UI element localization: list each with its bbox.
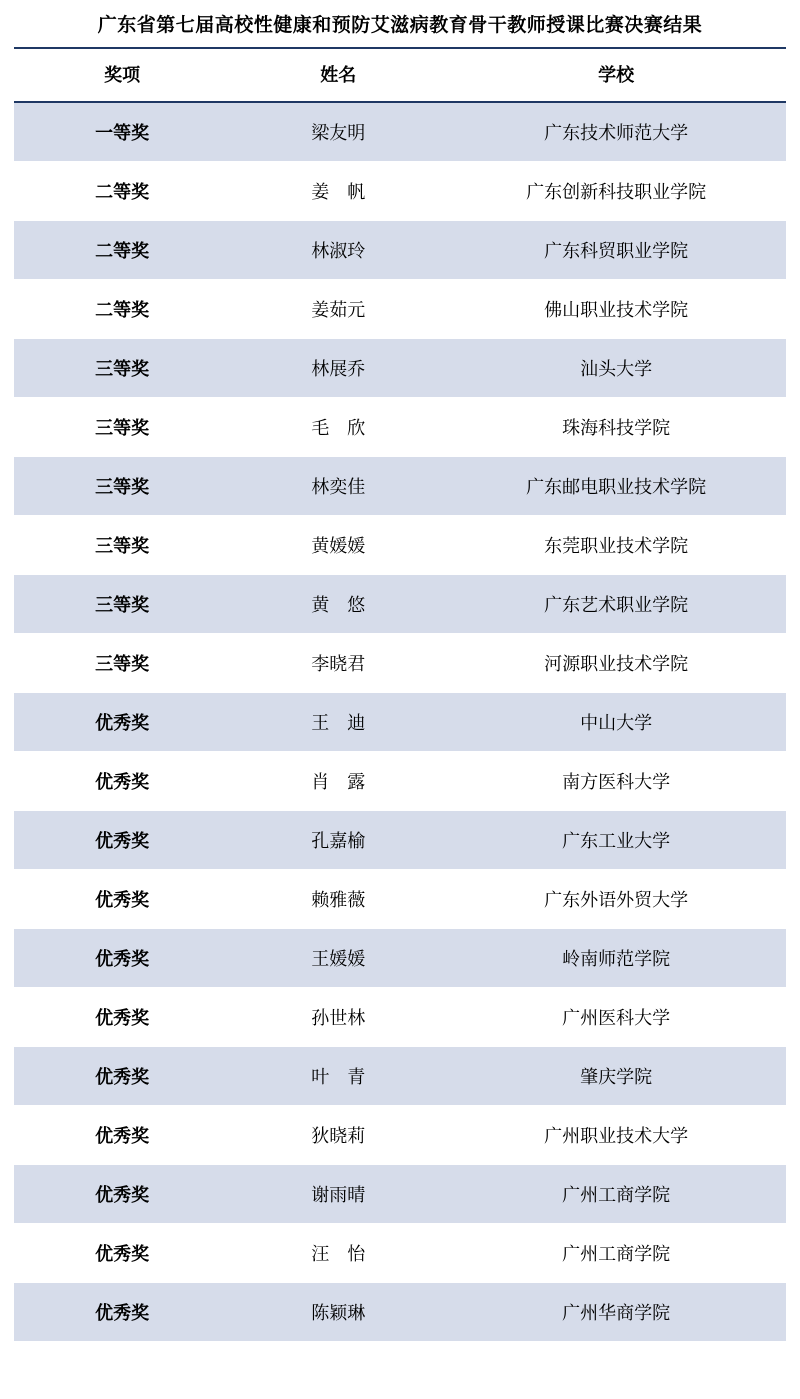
cell-school: 广州职业技术大学 <box>446 1106 786 1165</box>
table-row <box>14 280 786 339</box>
table-row <box>14 870 786 929</box>
table-row <box>14 693 786 752</box>
cell-award: 一等奖 <box>14 102 230 162</box>
cell-name: 姜 帆 <box>230 162 446 221</box>
cell-school: 佛山职业技术学院 <box>446 280 786 339</box>
cell-name: 孔嘉榆 <box>230 811 446 870</box>
cell-name: 汪 怡 <box>230 1224 446 1283</box>
cell-name: 毛 欣 <box>230 398 446 457</box>
cell-school: 广东邮电职业技术学院 <box>446 457 786 516</box>
cell-award: 优秀奖 <box>14 988 230 1047</box>
cell-name: 王 迪 <box>230 693 446 752</box>
cell-school: 岭南师范学院 <box>446 929 786 988</box>
cell-award: 三等奖 <box>14 634 230 693</box>
cell-name: 梁友明 <box>230 102 446 162</box>
cell-school: 肇庆学院 <box>446 1047 786 1106</box>
cell-name: 林展乔 <box>230 339 446 398</box>
cell-school: 中山大学 <box>446 693 786 752</box>
table-row <box>14 1283 786 1342</box>
table-row <box>14 634 786 693</box>
cell-school: 广州医科大学 <box>446 988 786 1047</box>
table-row <box>14 811 786 870</box>
cell-school: 广州工商学院 <box>446 1165 786 1224</box>
cell-school: 汕头大学 <box>446 339 786 398</box>
cell-name: 姜茹元 <box>230 280 446 339</box>
cell-name: 林淑玲 <box>230 221 446 280</box>
cell-award: 优秀奖 <box>14 1047 230 1106</box>
cell-award: 二等奖 <box>14 162 230 221</box>
cell-award: 优秀奖 <box>14 1165 230 1224</box>
table-row <box>14 457 786 516</box>
cell-school: 南方医科大学 <box>446 752 786 811</box>
cell-award: 二等奖 <box>14 221 230 280</box>
cell-award: 三等奖 <box>14 339 230 398</box>
cell-school: 广州工商学院 <box>446 1224 786 1283</box>
cell-award: 优秀奖 <box>14 929 230 988</box>
table-row <box>14 929 786 988</box>
cell-name: 赖雅薇 <box>230 870 446 929</box>
table-row <box>14 221 786 280</box>
table-row <box>14 339 786 398</box>
cell-name: 黄 悠 <box>230 575 446 634</box>
results-table <box>14 47 786 1342</box>
cell-school: 广州华商学院 <box>446 1283 786 1342</box>
cell-award: 优秀奖 <box>14 870 230 929</box>
cell-award: 三等奖 <box>14 398 230 457</box>
table-row <box>14 1047 786 1106</box>
cell-award: 优秀奖 <box>14 1106 230 1165</box>
cell-award: 三等奖 <box>14 457 230 516</box>
cell-school: 广东工业大学 <box>446 811 786 870</box>
table-row <box>14 102 786 162</box>
cell-name: 孙世林 <box>230 988 446 1047</box>
column-header-name: 姓名 <box>230 48 446 102</box>
table-row <box>14 988 786 1047</box>
cell-name: 林奕佳 <box>230 457 446 516</box>
cell-name: 王媛媛 <box>230 929 446 988</box>
table-row <box>14 1106 786 1165</box>
table-row <box>14 575 786 634</box>
cell-name: 谢雨晴 <box>230 1165 446 1224</box>
cell-award: 优秀奖 <box>14 693 230 752</box>
cell-award: 二等奖 <box>14 280 230 339</box>
table-row <box>14 398 786 457</box>
cell-award: 优秀奖 <box>14 1224 230 1283</box>
cell-school: 广东艺术职业学院 <box>446 575 786 634</box>
table-row <box>14 752 786 811</box>
page-title: 广东省第七届高校性健康和预防艾滋病教育骨干教师授课比赛决赛结果 <box>97 14 703 36</box>
cell-school: 东莞职业技术学院 <box>446 516 786 575</box>
cell-name: 李晓君 <box>230 634 446 693</box>
table-row <box>14 516 786 575</box>
column-header-school: 学校 <box>446 48 786 102</box>
cell-school: 广东技术师范大学 <box>446 102 786 162</box>
table-row <box>14 162 786 221</box>
cell-school: 河源职业技术学院 <box>446 634 786 693</box>
cell-school: 广东外语外贸大学 <box>446 870 786 929</box>
cell-name: 叶 青 <box>230 1047 446 1106</box>
cell-school: 珠海科技学院 <box>446 398 786 457</box>
cell-award: 优秀奖 <box>14 752 230 811</box>
cell-school: 广东创新科技职业学院 <box>446 162 786 221</box>
cell-name: 陈颖琳 <box>230 1283 446 1342</box>
table-body <box>14 102 786 1342</box>
cell-school: 广东科贸职业学院 <box>446 221 786 280</box>
table-header <box>14 48 786 102</box>
cell-award: 三等奖 <box>14 516 230 575</box>
cell-award: 优秀奖 <box>14 1283 230 1342</box>
table-row <box>14 1165 786 1224</box>
column-header-award: 奖项 <box>14 48 230 102</box>
cell-name: 肖 露 <box>230 752 446 811</box>
table-row <box>14 1224 786 1283</box>
cell-award: 三等奖 <box>14 575 230 634</box>
cell-name: 黄媛媛 <box>230 516 446 575</box>
cell-award: 优秀奖 <box>14 811 230 870</box>
cell-name: 狄晓莉 <box>230 1106 446 1165</box>
